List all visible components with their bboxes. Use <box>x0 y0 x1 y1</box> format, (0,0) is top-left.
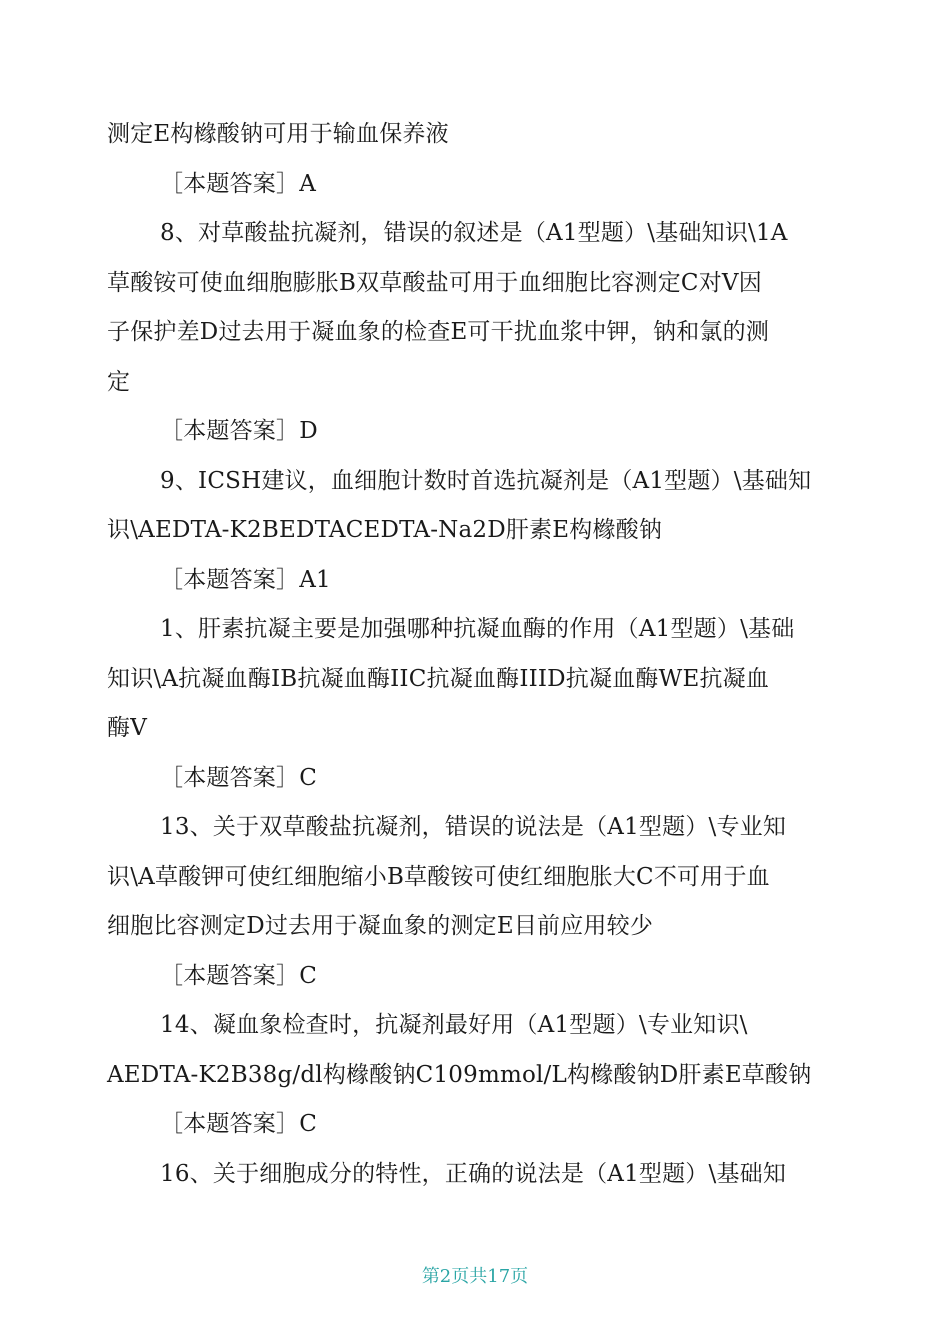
answer-line: ［本题答案］A1 <box>160 566 331 593</box>
text-line: 定 <box>107 368 131 395</box>
text-line: 测定E构橼酸钠可用于输血保养液 <box>107 121 449 147</box>
page-footer: 第2页共17页 <box>421 1266 529 1287</box>
answer-line: ［本题答案］C <box>160 764 317 791</box>
question-line: 16、关于细胞成分的特性，正确的说法是（A1型题）\基础知 <box>160 1160 787 1187</box>
answer-line: ［本题答案］C <box>160 1111 317 1137</box>
text-line: 细胞比容测定D过去用于凝血象的测定E目前应用较少 <box>107 913 654 939</box>
text-line: 子保护差D过去用于凝血象的检查E可干扰血浆中钾，钠和氯的测 <box>107 319 770 345</box>
question-line: 8、对草酸盐抗凝剂，错误的叙述是（A1型题）\基础知识\1A <box>160 220 788 246</box>
answer-line: ［本题答案］D <box>160 418 318 444</box>
question-line: 13、关于双草酸盐抗凝剂，错误的说法是（A1型题）\专业知 <box>160 814 787 840</box>
question-line: 14、凝血象检查时，抗凝剂最好用（A1型题）\专业知识\ <box>160 1012 748 1038</box>
answer-line: ［本题答案］C <box>160 962 317 989</box>
text-line: 知识\A抗凝血酶IB抗凝血酶IIC抗凝血酶IIID抗凝血酶WE抗凝血 <box>107 665 770 692</box>
text-line: AEDTA-K2B38g/dl构橼酸钠C109mmol/L构橼酸钠D肝素E草酸钠 <box>107 1061 812 1088</box>
text-line: 识\A草酸钾可使红细胞缩小B草酸铵可使红细胞胀大C不可用于血 <box>107 863 770 890</box>
question-line: 9、ICSH建议，血细胞计数时首选抗凝剂是（A1型题）\基础知 <box>160 467 812 494</box>
text-line: 酶V <box>107 715 148 741</box>
text-line: 草酸铵可使血细胞膨胀B双草酸盐可用于血细胞比容测定C对V因 <box>107 269 762 296</box>
question-line: 1、肝素抗凝主要是加强哪种抗凝血酶的作用（A1型题）\基础 <box>160 616 795 642</box>
document-body <box>107 110 847 1199</box>
text-line: 识\AEDTA-K2BEDTACEDTA-Na2D肝素E构橼酸钠 <box>107 517 663 543</box>
answer-line: ［本题答案］A <box>160 170 317 197</box>
